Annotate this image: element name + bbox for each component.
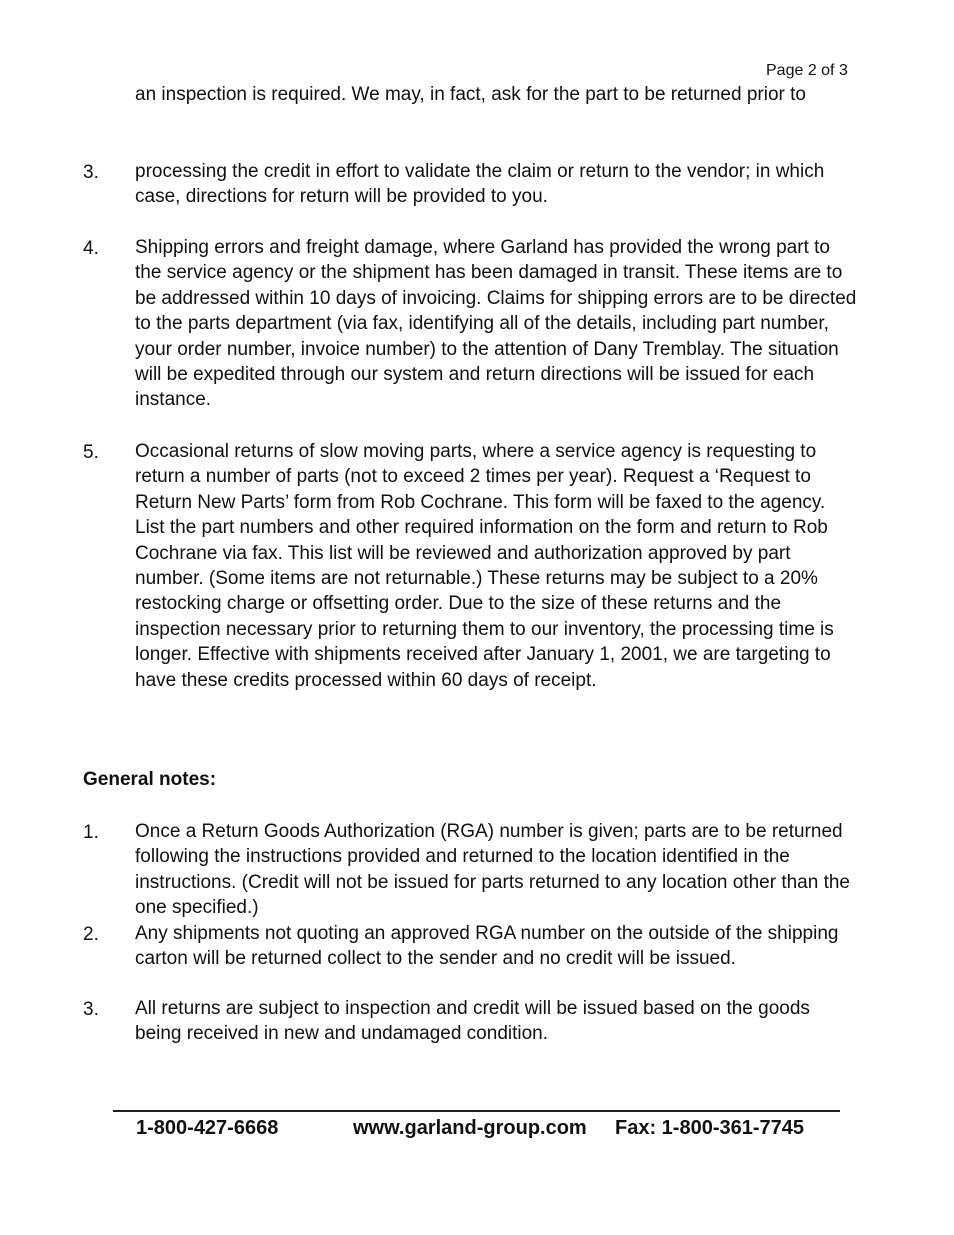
footer-website: www.garland-group.com (353, 1117, 587, 1139)
item-text: Occasional returns of slow moving parts, where a service agency is requesting to return a number of parts (not to exceed 2 times per year). Request a ‘Request to Return New Parts’ form from Rob Cochrane. This form will be faxed to the agency. List the part numbers and other required information on the form and return to Rob Cochrane via fax. This list will be reviewed and authorization approved by part number. (Some items are not returnable.) These returns may be subject to a 20% restocking charge or offsetting order. Due to the size of these returns and the inspection necessary prior to returning them to our inventory, the processing time is longer. Effective with shipments received after January 1, 2001, we are targeting to have these credits processed within 60 days of receipt. (135, 441, 834, 691)
note-number: 2. (83, 924, 99, 945)
note-number: 3. (83, 999, 99, 1020)
item-number: 3. (83, 162, 99, 183)
footer-fax: Fax: 1-800-361-7745 (615, 1117, 805, 1139)
item-number: 5. (83, 442, 99, 463)
item-text: Shipping errors and freight damage, where Garland has provided the wrong part to the service agency or the shipment has been damaged in transit. These items are to be addressed within 10 days of invoicing. Claims for shipping errors are to be directed to the parts department (via fax, identifying all of the details, including part number, your order number, invoice number) to the attention of Dany Tremblay. The situation will be expedited through our system and return directions will be issued for each instance. (135, 237, 857, 411)
note-text: Once a Return Goods Authorization (RGA) number is given; parts are to be returned following the instructions provided and returned to the location identified in the instructions. (Credit will not be issued for parts returned to any location other than the one specified.) (135, 821, 850, 919)
note-text: Any shipments not quoting an approved RGA number on the outside of the shipping carton will be returned collect to the sender and no credit will be issued. (135, 923, 839, 970)
item-text: processing the credit in effort to validate the claim or return to the vendor; in which case, directions for return will be provided to you. (135, 161, 825, 208)
footer-divider (113, 1110, 840, 1112)
page-number: Page 2 of 3 (766, 62, 848, 79)
note-text: All returns are subject to inspection and credit will be issued based on the goods being received in new and undamaged condition. (135, 998, 810, 1045)
footer-phone: 1-800-427-6668 (136, 1117, 279, 1139)
note-number: 1. (83, 822, 99, 843)
general-notes-heading: General notes: (83, 769, 217, 790)
continuation-text: an inspection is required. We may, in fact, ask for the part to be returned prior to (135, 84, 806, 105)
item-number: 4. (83, 238, 99, 259)
